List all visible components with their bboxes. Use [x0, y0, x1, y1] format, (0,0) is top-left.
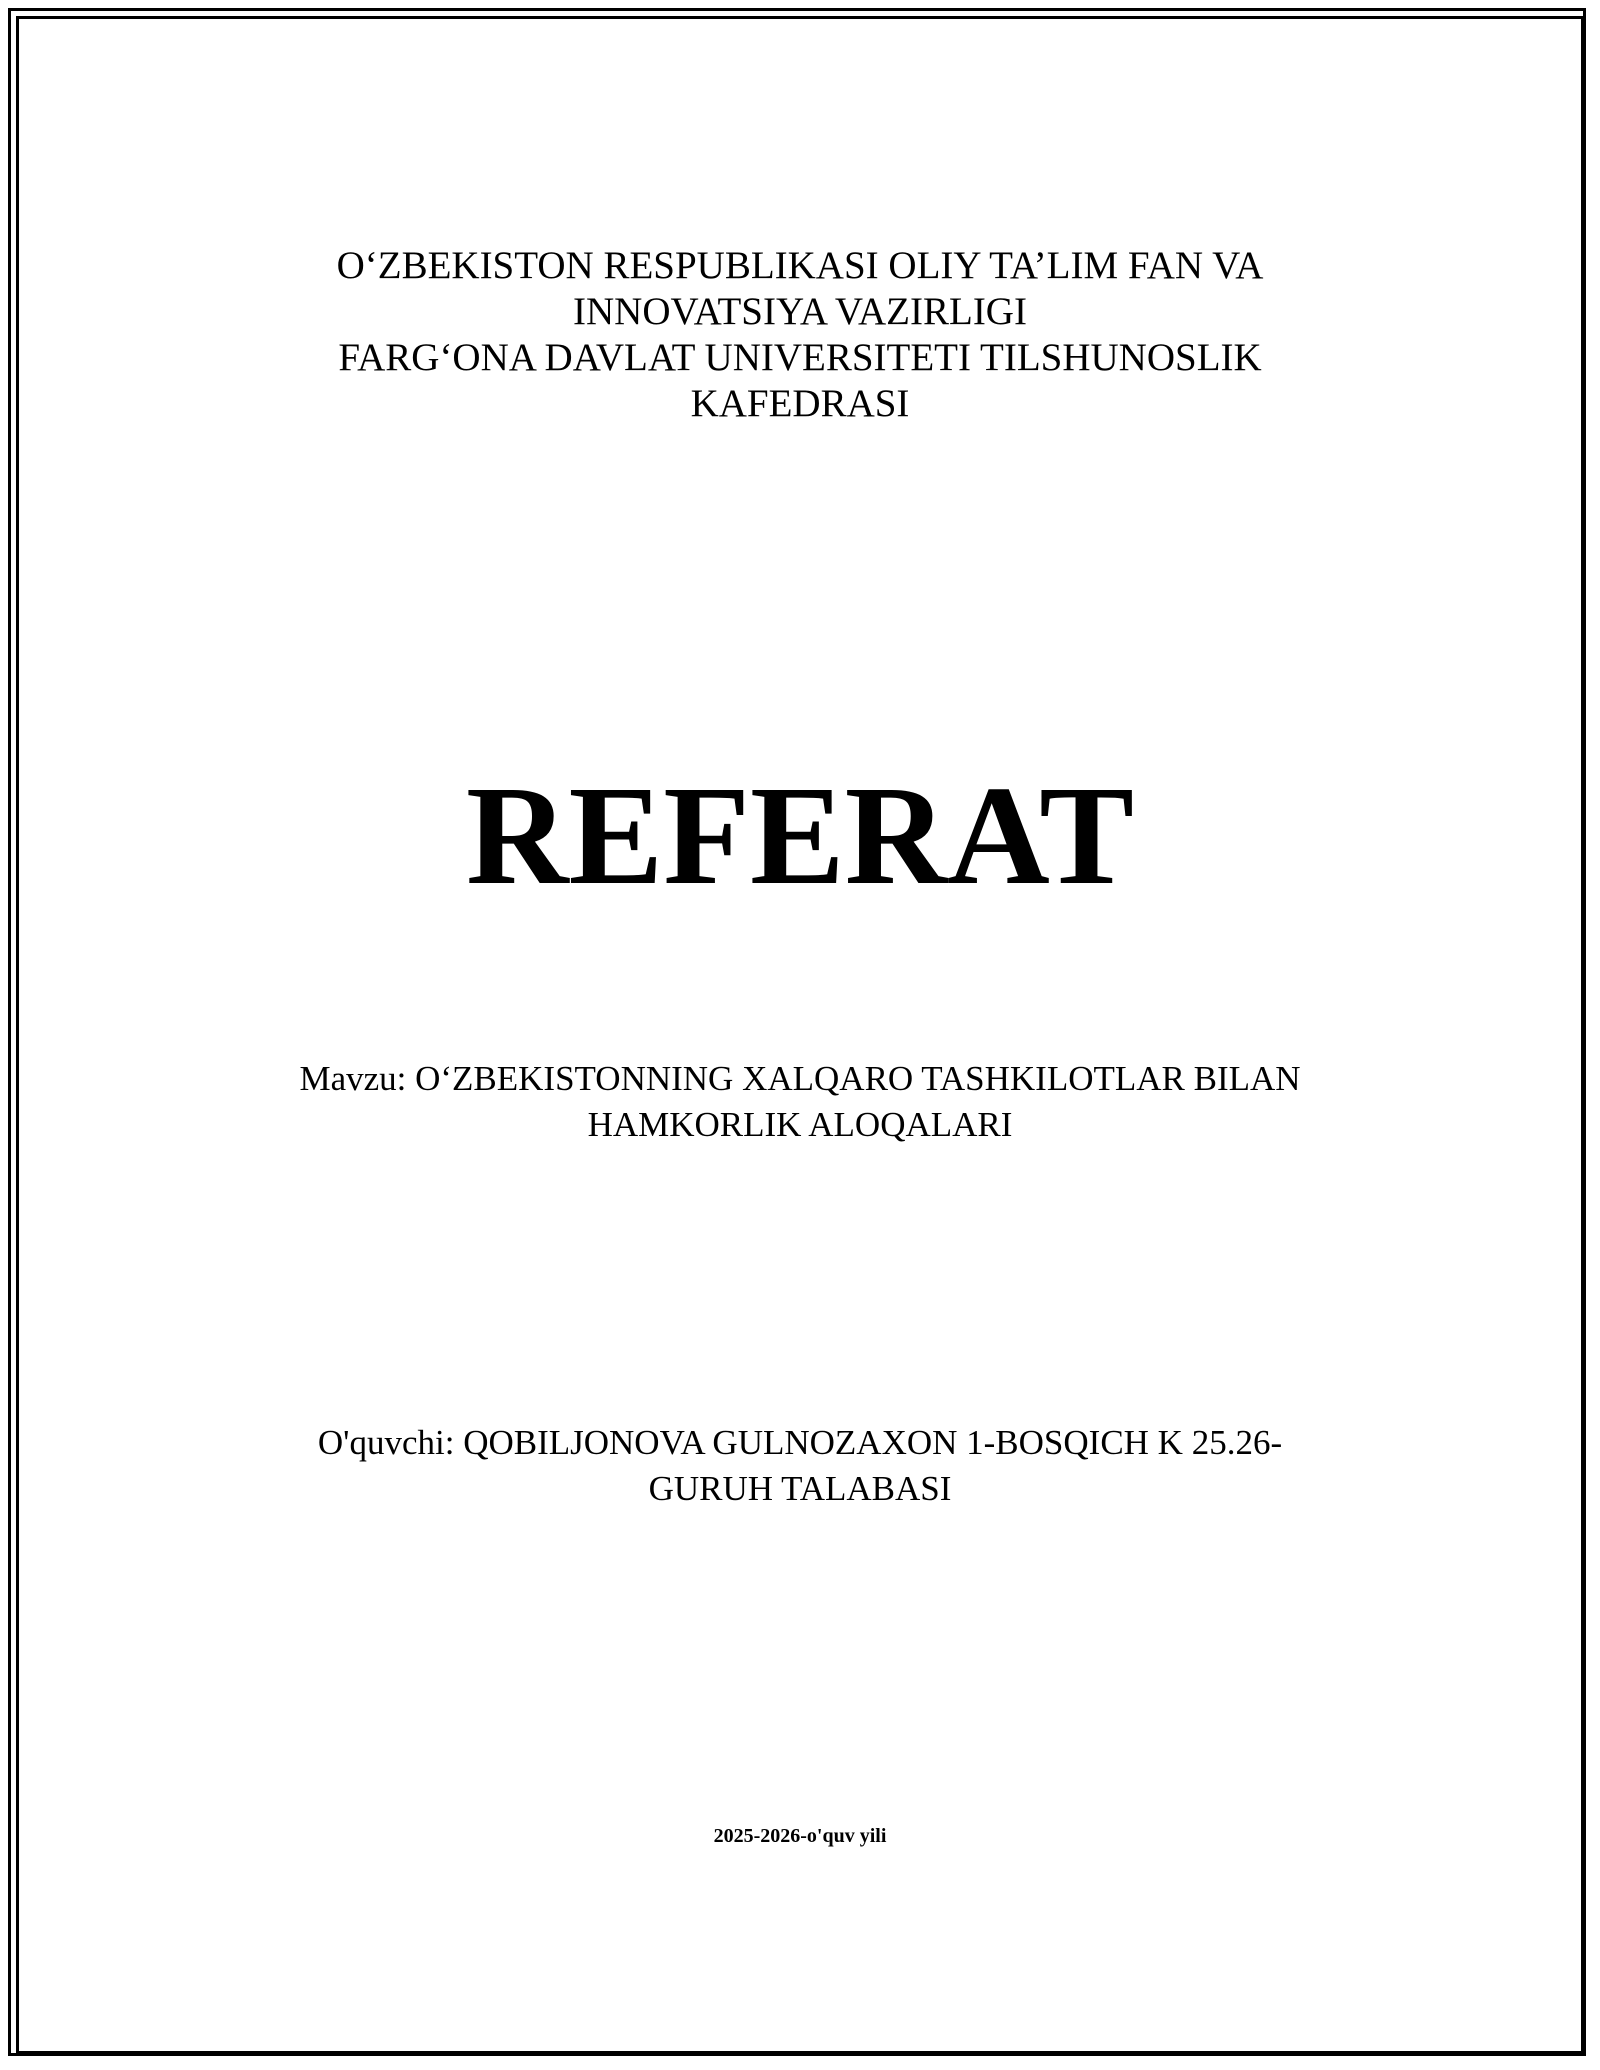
header-line: O‘ZBEKISTON RESPUBLIKASI OLIY TA’LIM FAN VA [336, 244, 1264, 287]
academic-year: 2025-2026-o'quv yili [713, 1825, 887, 1847]
document-title: REFERAT [466, 756, 1134, 914]
institution-header [0, 243, 1600, 427]
topic-line: Mavzu: O‘ZBEKISTONNING XALQARO TASHKILOTLAR BILAN [299, 1059, 1301, 1098]
header-line: INNOVATSIYA VAZIRLIGI [573, 290, 1027, 333]
topic-line: HAMKORLIK ALOQALARI [587, 1105, 1013, 1144]
header-line: FARG‘ONA DAVLAT UNIVERSITETI TILSHUNOSLIK [338, 336, 1262, 379]
student-line: O'quvchi: QOBILJONOVA GULNOZAXON 1-BOSQICH K 25.26- [317, 1423, 1283, 1462]
student-section [0, 1420, 1600, 1512]
topic-section [0, 1056, 1600, 1148]
student-line: GURUH TALABASI [648, 1469, 952, 1508]
header-line: KAFEDRASI [690, 382, 910, 425]
